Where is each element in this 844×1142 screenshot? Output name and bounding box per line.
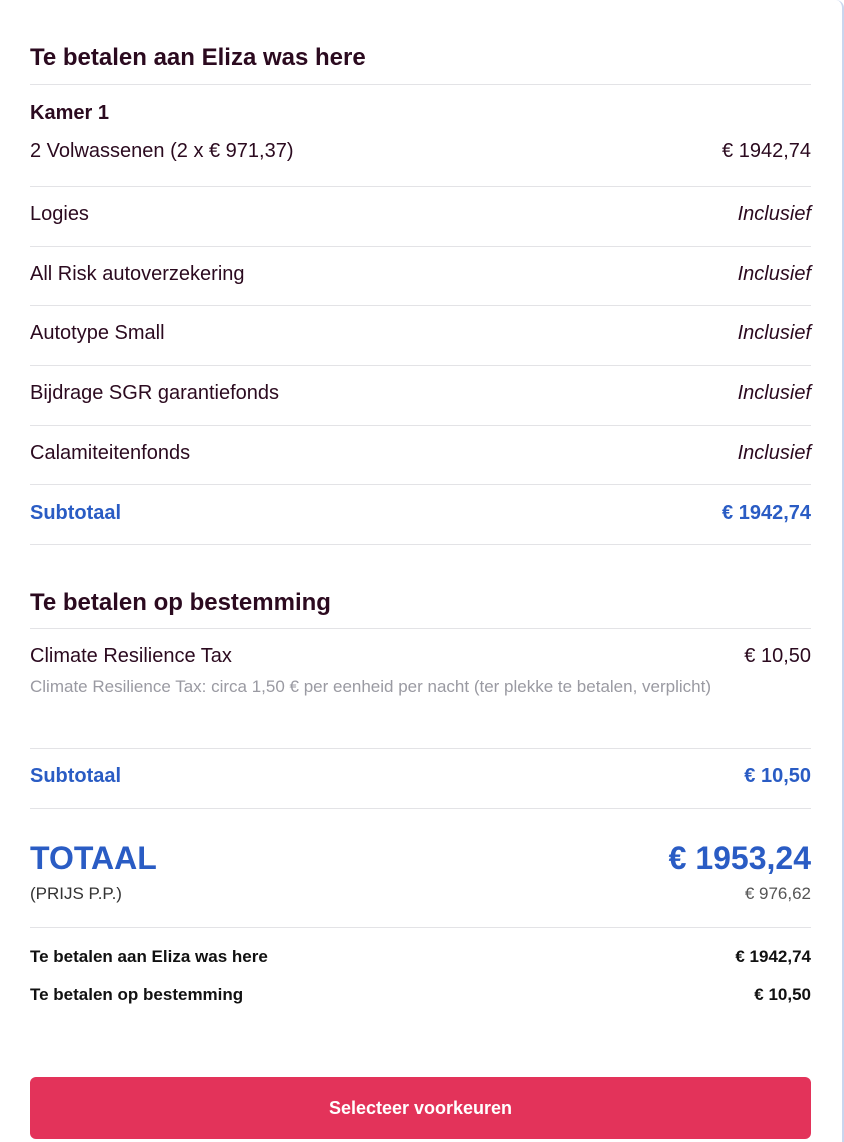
item-label: Calamiteitenfonds [30,442,191,464]
divider [30,425,811,426]
divider [30,305,811,306]
divider [30,84,811,85]
divider [30,544,811,545]
total-value: € 1953,24 [668,840,811,876]
subtotal-row [30,765,811,788]
divider [30,628,811,629]
item-label: Autotype Small [30,322,165,344]
select-preferences-button[interactable]: Selecteer voorkeuren [30,1077,811,1139]
per-person-value: € 976,62 [744,884,811,903]
divider [30,186,811,187]
summary-row [30,985,811,1005]
adults-label: 2 Volwassenen (2 x € 971,37) [30,140,294,162]
item-value: Inclusief [737,322,811,344]
summary-value: € 1942,74 [735,947,811,966]
divider [30,365,811,366]
divider [30,808,811,809]
total-row [30,840,811,877]
per-person-label: (PRIJS P.P.) [30,884,122,903]
item-value: Inclusief [737,382,811,404]
line-item [30,442,811,465]
item-value: Inclusief [737,442,811,464]
divider [30,927,811,928]
item-value: Inclusief [737,203,811,225]
tax-label: Climate Resilience Tax [30,645,232,667]
tax-row [30,645,811,668]
line-item [30,203,811,226]
line-item [30,322,811,345]
adults-price: € 1942,74 [722,140,811,162]
summary-label: Te betalen op bestemming [30,985,244,1004]
item-label: All Risk autoverzekering [30,263,245,285]
room-label: Kamer 1 [30,102,109,124]
line-item [30,382,811,405]
adults-row [30,140,811,163]
divider [30,748,811,749]
tax-value: € 10,50 [744,645,811,667]
item-label: Logies [30,203,89,225]
divider [30,484,811,485]
tax-description: Climate Resilience Tax: circa 1,50 € per eenheid per nacht (ter plekke te betalen, verplicht) [30,677,711,696]
section-title-pay-destination: Te betalen op bestemming [30,589,331,616]
subtotal-label: Subtotaal [30,765,122,787]
item-value: Inclusief [737,263,811,285]
divider [30,246,811,247]
total-label: TOTAAL [30,840,157,876]
summary-row [30,947,811,967]
section-title-pay-provider: Te betalen aan Eliza was here [30,44,366,71]
summary-value: € 10,50 [754,985,811,1004]
subtotal-row [30,502,811,525]
per-person-row [30,884,811,904]
summary-label: Te betalen aan Eliza was here [30,947,268,966]
subtotal-label: Subtotaal [30,502,122,524]
subtotal-value: € 1942,74 [722,502,811,524]
line-item [30,263,811,286]
subtotal-value: € 10,50 [744,765,811,787]
item-label: Bijdrage SGR garantiefonds [30,382,280,404]
